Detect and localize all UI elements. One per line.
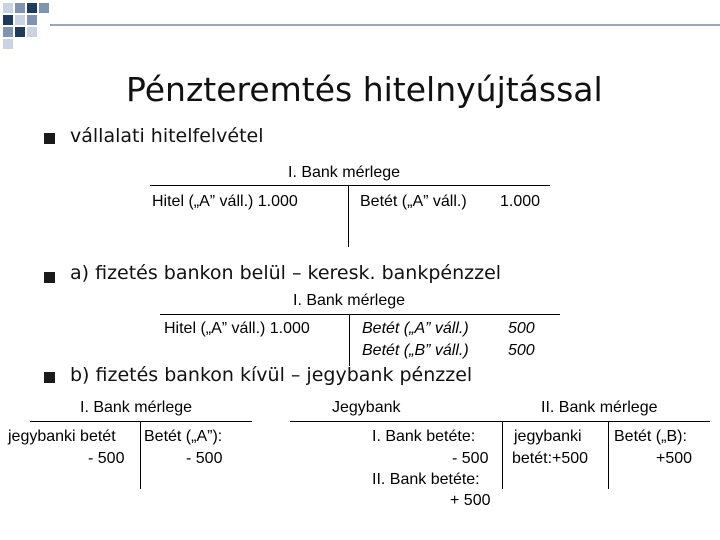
- bullet-marker: [44, 372, 55, 383]
- t-account-title: I. Bank mérlege: [80, 399, 193, 416]
- t-account-left-value: betét:+500: [512, 450, 589, 467]
- t-account-vline: [348, 185, 349, 247]
- bullet-text-3: b) fizetés bankon kívül – jegybank pénzzel: [70, 364, 473, 386]
- t-account-vline: [502, 421, 503, 489]
- t-account-hline: [510, 421, 710, 422]
- t-account-left-value: - 500: [88, 450, 125, 467]
- t-account-title: II. Bank mérlege: [541, 399, 658, 416]
- t-account-left-entry: Hitel („A” váll.) 1.000: [152, 193, 298, 210]
- t-account-right-label: Betét („B” váll.): [362, 342, 469, 359]
- t-account-left-value: + 500: [450, 492, 491, 509]
- t-account-left-entry: Hitel („A” váll.) 1.000: [164, 320, 310, 337]
- bullet-text-2: a) fizetés bankon belül – keresk. bankpénzzel: [70, 262, 502, 284]
- t-account-vline: [608, 421, 609, 489]
- t-account-hline: [290, 421, 518, 422]
- t-account-hline: [150, 185, 550, 186]
- t-account-hline: [30, 421, 252, 422]
- t-account-vline: [349, 314, 350, 366]
- t-account-title: I. Bank mérlege: [288, 164, 401, 181]
- t-account-vline: [140, 421, 141, 489]
- t-account-right-label: Betét („A” váll.): [362, 320, 469, 337]
- slide-title: Pénzteremtés hitelnyújtással: [126, 70, 603, 109]
- t-account-left-entry: II. Bank betéte:: [372, 471, 480, 488]
- t-account-left-entry: I. Bank betéte:: [372, 428, 476, 445]
- t-account-title: I. Bank mérlege: [293, 292, 406, 309]
- t-account-right-label: Betét („A”):: [144, 428, 223, 445]
- t-account-hline: [160, 314, 560, 315]
- t-account-left-entry: jegybanki betét: [8, 428, 116, 445]
- t-account-left-entry: jegybanki: [514, 428, 582, 445]
- bullet-text-1: vállalati hitelfelvétel: [70, 125, 264, 147]
- t-account-left-value: - 500: [452, 450, 489, 467]
- t-account-right-value: 500: [508, 320, 535, 337]
- bullet-marker: [44, 133, 55, 144]
- t-account-title: Jegybank: [332, 399, 401, 416]
- t-account-right-value: +500: [656, 450, 693, 467]
- t-account-right-label: Betét („B):: [614, 428, 687, 445]
- bullet-marker: [44, 272, 55, 283]
- t-account-right-value: 500: [508, 342, 535, 359]
- t-account-right-label: Betét („A” váll.): [360, 193, 467, 210]
- t-account-right-value: 1.000: [500, 193, 541, 210]
- t-account-right-value: - 500: [186, 450, 223, 467]
